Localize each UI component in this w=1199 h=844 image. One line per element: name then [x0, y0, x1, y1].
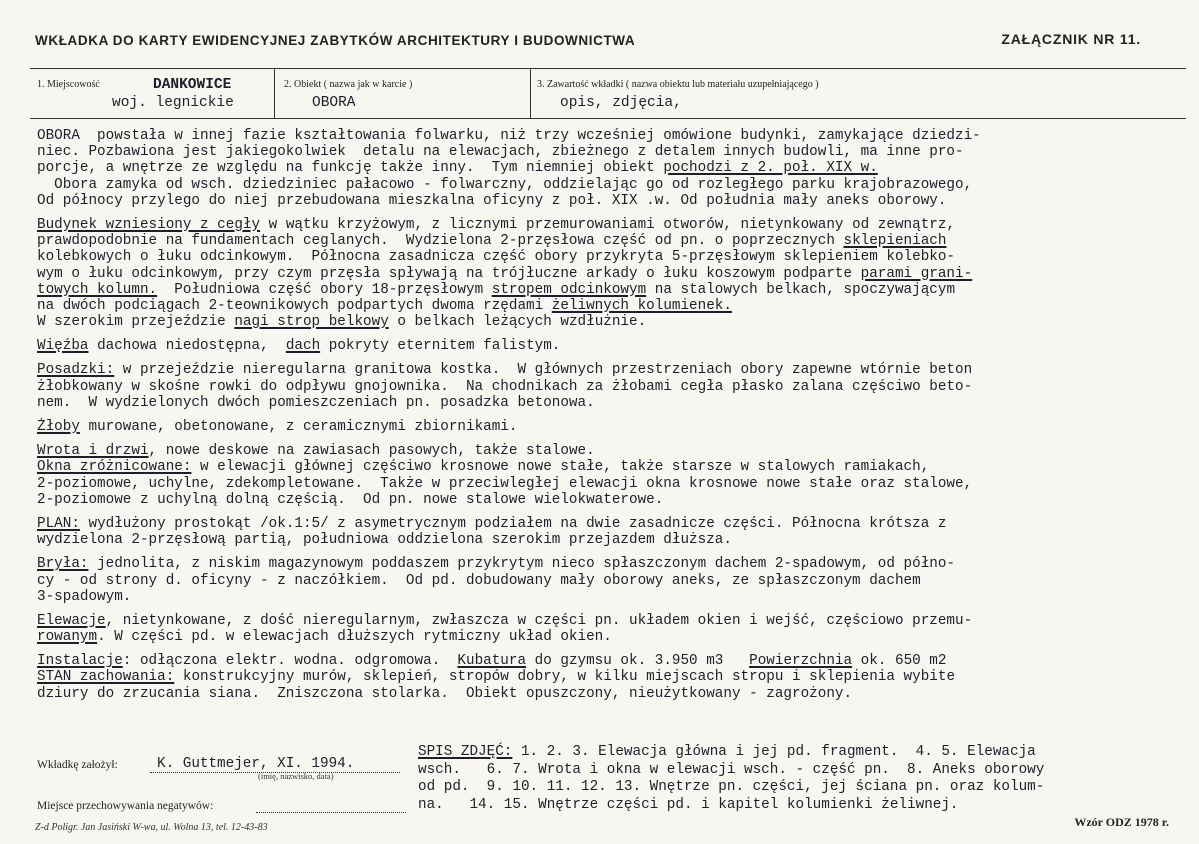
founder-label: Wkładkę założył:	[37, 759, 118, 771]
founder-value: K. Guttmejer, XI. 1994.	[157, 756, 355, 772]
text-line: wym o łuku odcinkowym, przy czym przęsła spływają na trójłuczne arkady o łuku koszowym podparte parami grani-	[37, 265, 973, 282]
content-value: opis, zdjęcia,	[560, 95, 682, 111]
keyword: Elewacje	[37, 612, 106, 629]
text-line: rowanym. W części pd. w elewacjach dłuższych rytmiczny układ okien.	[37, 629, 612, 646]
keyword: żeliwnych kolumienek.	[551, 297, 732, 314]
keyword: Żłoby	[37, 419, 80, 435]
keyword: sklepieniach	[843, 233, 947, 250]
keyword: Bryła:	[37, 556, 89, 573]
dating-text: pochodzi z 2. poł. XIX w.	[663, 160, 878, 177]
keyword: Kubatura	[457, 653, 527, 670]
text-line: Okna zróżnicowane: w elewacji głównej częściwo krosnowe nowe stałe, także starsze w stalowych ramiakach,	[37, 459, 930, 476]
negatives-label: Miejsce przechowywania negatywów:	[37, 800, 214, 812]
locality-value: DANKOWICE	[153, 77, 232, 93]
locality-label: 1. Miejscowość	[37, 79, 100, 90]
keyword: towych kolumn.	[37, 281, 158, 298]
text-line: towych kolumn. Południowa część obory 18-przęsłowym stropem odcinkowym na stalowych belkach, spoczywającym	[37, 281, 956, 298]
field-divider-2	[530, 68, 531, 118]
paragraph-troughs	[37, 419, 1187, 435]
paragraph-elevations	[37, 613, 1187, 645]
text-line: Obora zamyka od wsch. dziedziniec pałacowo - folwarczny, oddzielając go od rozległego parku krajobrazowego,	[37, 176, 973, 193]
keyword: Instalacje	[37, 653, 123, 670]
content-label: 3. Zawartość wkładki ( nazwa obiektu lub materiału uzupełniającego )	[537, 79, 819, 90]
keyword: Posadzki:	[37, 362, 115, 379]
text-line: Wrota i drzwi, nowe deskowe na zawiasach pasowych, także stalowe.	[37, 443, 595, 460]
text-line: od pd. 9. 10. 11. 12. 13. Wnętrze pn. części, jej ściana pn. oraz kolum-	[418, 779, 1045, 795]
text-line: nem. W wydzielonych dwóch pomieszczeniach pn. posadzka betonowa.	[37, 394, 595, 411]
card-title: WKŁADKA DO KARTY EWIDENCYJNEJ ZABYTKÓW ARCHITEKTURY I BUDOWNICTWA	[35, 33, 636, 48]
object-label: 2. Obiekt ( nazwa jak w karcie )	[284, 79, 413, 90]
text-line: 2-poziomowe, uchylne, zdekompletowane. Także w przeciwległej elewacji okna krosnowe nowe stałe oraz stalowe,	[37, 475, 973, 492]
keyword: dach	[285, 338, 321, 355]
text-line: niec. Pozbawiona jest jakiegokolwiek detalu na elewacjach, zbieżnego z detalem innych budowli, ma inne pro-	[37, 144, 964, 161]
text-line: 2-poziomowe z uchylną dolną częścią. Od pn. nowe stalowe wielokwaterowe.	[37, 491, 664, 508]
text-line: Od północy przylego do niej przebudowana mieszkalna oficyny z poł. XIX .w. Od południa mały aneks oborowy.	[37, 192, 947, 209]
text-line: kolebkowych o łuku odcinkowym. Północna zasadnicza część obory przykryta 5-przęsłowym sklepieniem kolebko-	[37, 249, 956, 266]
negatives-dotted-line	[256, 812, 406, 813]
field-divider-1	[274, 68, 275, 118]
text-line: SPIS ZDJĘĆ: 1. 2. 3. Elewacja główna i jej pd. fragment. 4. 5. Elewacja	[418, 744, 1036, 760]
text-line: Więźba dachowa niedostępna, dach pokryty eternitem falistym.	[37, 338, 561, 355]
text-line: cy - od strony d. oficyny - z naczółkiem. Od pd. dobudowany mały oborowy aneks, ze spłaszczonym dachem	[37, 572, 921, 589]
text-line: wydzielona 2-przęsłową partią, południowa oddzielona szerokim przejazdem dłuższa.	[37, 532, 732, 549]
paragraph-obora	[37, 128, 1187, 209]
text-line: Posadzki: w przejeździe nieregularna granitowa kostka. W głównych przestrzeniach obory zapewne wtórnie beton	[37, 362, 973, 379]
text-line: Żłoby murowane, obetonowane, z ceramicznymi zbiornikami.	[37, 419, 518, 435]
keyword: Okna zróżnicowane:	[37, 459, 192, 476]
paragraph-plan	[37, 516, 1187, 548]
annex-number: ZAŁĄCZNIK NR 11.	[1001, 31, 1141, 47]
paragraph-openings	[37, 443, 1187, 508]
keyword: nagi strop belkowy	[234, 314, 389, 331]
header-bottom-rule	[30, 118, 1186, 119]
text-line: Instalacje: odłączona elektr. wodna. odgromowa. Kubatura do gzymsu ok. 3.950 m3 Powierzchnia ok. 650 m2	[37, 653, 947, 670]
paragraph-massing	[37, 556, 1187, 605]
keyword: PLAN:	[37, 515, 80, 532]
keyword: rowanym	[37, 629, 98, 646]
text-line: Bryła: jednolita, z niskim magazynowym poddaszem przykrytym nieco spłaszczonym dachem 2-spadowym, od półno-	[37, 556, 956, 573]
header-top-rule	[30, 68, 1186, 69]
paragraph-roof	[37, 338, 1187, 354]
text-line: W szerokim przejeździe nagi strop belkowy o belkach leżących wzdłużnie.	[37, 314, 647, 331]
paragraph-installations	[37, 653, 1187, 702]
photo-list	[418, 744, 1044, 814]
keyword: Budynek wzniesiony z cegły	[37, 216, 261, 233]
text-line: na dwóch podciągach 2-teownikowych podpartych dwoma rzędami żeliwnych kolumienek.	[37, 297, 732, 314]
form-version: Wzór ODZ 1978 r.	[1074, 815, 1169, 829]
founder-hint: (imię, nazwisko, data)	[258, 771, 334, 781]
province-value: woj. legnickie	[112, 95, 234, 111]
text-line: PLAN: wydłużony prostokąt /ok.1:5/ z asymetrycznym podziałem na dwie zasadnicze części. Północna krótsza z	[37, 515, 947, 532]
text-line: na. 14. 15. Wnętrze części pd. i kapitel kolumienki żeliwnej.	[418, 796, 959, 813]
description-body	[37, 128, 1187, 702]
keyword: Więźba	[37, 338, 89, 355]
printer-imprint: Z-d Poligr. Jan Jasiński W-wa, ul. Wolna 13, tel. 12-43-83	[35, 822, 268, 833]
keyword: SPIS ZDJĘĆ:	[418, 744, 513, 760]
keyword: STAN zachowania:	[37, 669, 175, 686]
text-line: porcje, a wnętrze ze względu na funkcję także inny. Tym niemniej obiekt pochodzi z 2. poł. XIX w.	[37, 160, 878, 177]
keyword: Wrota i drzwi	[37, 443, 149, 460]
text-line: prawdopodobnie na fundamentach ceglanych. Wydzielona 2-przęsłowa część od pn. o poprzecznych sklepieniach	[37, 233, 947, 250]
text-line: wsch. 6. 7. Wrota i okna w elewacji wsch. - część pn. 8. Aneks oborowy	[418, 761, 1045, 778]
keyword: Powierzchnia	[749, 653, 853, 670]
text-line: Budynek wzniesiony z cegły w wątku krzyżowym, z licznymi przemurowaniami otworów, nietynkowany od zewnątrz,	[37, 216, 956, 233]
keyword: parami grani-	[860, 265, 973, 282]
text-line: żłobkowany w skośne rowki do odpływu gnojownika. Na chodnikach za żłobami cegła płasko zalana częściwo beto-	[37, 378, 973, 395]
paragraph-floors	[37, 362, 1187, 411]
text-line: OBORA powstała w innej fazie kształtowania folwarku, niż trzy wcześniej omówione budynki, zamykające dziedzi-	[37, 128, 981, 144]
object-value: OBORA	[312, 95, 356, 111]
paragraph-construction	[37, 217, 1187, 330]
text-line: STAN zachowania: konstrukcyjny murów, sklepień, stropów dobry, w kilku miejscach stropu i sklepienia wybite	[37, 669, 956, 686]
text-line: 3-spadowym.	[37, 588, 132, 605]
text-line: Elewacje, nietynkowane, z dość nieregularnym, zwłaszcza w części pn. układem okien i wejść, częściowo przemu-	[37, 612, 973, 629]
keyword: stropem odcinkowym	[491, 281, 647, 298]
text-line: dziury do zrzucania siana. Zniszczona stolarka. Obiekt opuszczony, nieużytkowany - zagrożony.	[37, 685, 853, 702]
